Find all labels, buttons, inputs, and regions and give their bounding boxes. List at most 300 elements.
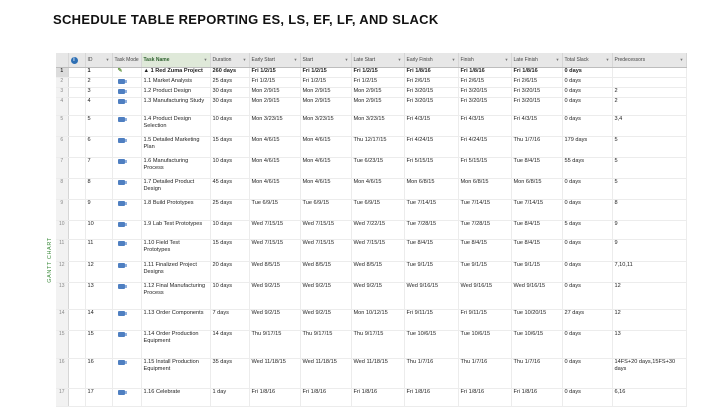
info-cell	[68, 179, 85, 200]
id-cell: 11	[85, 240, 112, 262]
total-slack-cell[interactable]: 0 days	[562, 78, 612, 88]
auto-schedule-icon	[118, 180, 125, 185]
id-cell: 15	[85, 331, 112, 359]
task-mode-cell	[112, 68, 141, 78]
late-start-cell[interactable]: Mon 4/6/15	[351, 179, 404, 200]
early-finish-cell[interactable]: Thu 1/7/16	[404, 359, 458, 389]
total-slack-cell[interactable]: 0 days	[562, 240, 612, 262]
predecessors-cell[interactable]: 9	[612, 221, 686, 240]
duration-cell[interactable]: 30 days	[210, 98, 249, 116]
early-start-cell[interactable]: Mon 2/9/15	[249, 88, 300, 98]
slide-title: SCHEDULE TABLE REPORTING ES, LS, EF, LF, AND SLACK	[53, 12, 439, 27]
early-start-cell[interactable]: Mon 3/23/15	[249, 116, 300, 137]
early-finish-cell[interactable]: Tue 7/14/15	[404, 200, 458, 221]
row-number-cell[interactable]: 14	[56, 310, 68, 331]
task-name-cell[interactable]	[141, 240, 210, 262]
early-start-cell[interactable]: Mon 4/6/15	[249, 179, 300, 200]
task-mode-cell	[112, 98, 141, 116]
early-finish-cell[interactable]: Fri 3/20/15	[404, 88, 458, 98]
start-cell[interactable]: Wed 11/18/15	[300, 359, 351, 389]
id-cell: 6	[85, 137, 112, 158]
finish-cell[interactable]: Fri 4/24/15	[458, 137, 511, 158]
predecessors-cell[interactable]: 7,10,11	[612, 262, 686, 283]
task-mode-cell	[112, 221, 141, 240]
task-name-cell[interactable]	[141, 262, 210, 283]
early-finish-cell[interactable]: Fri 3/20/15	[404, 98, 458, 116]
total-slack-cell[interactable]: 0 days	[562, 179, 612, 200]
late-finish-cell[interactable]: Tue 8/4/15	[511, 240, 562, 262]
total-slack-cell[interactable]: 0 days	[562, 116, 612, 137]
row-number-cell[interactable]: 9	[56, 200, 68, 221]
late-start-cell[interactable]: Thu 12/17/15	[351, 137, 404, 158]
early-start-cell[interactable]: Wed 9/2/15	[249, 310, 300, 331]
auto-schedule-icon	[118, 89, 125, 94]
late-finish-cell[interactable]: Fri 4/3/15	[511, 116, 562, 137]
early-start-cell[interactable]: Wed 8/5/15	[249, 262, 300, 283]
row-number-cell[interactable]: 2	[56, 78, 68, 88]
late-start-column-header[interactable]: Late Start ▼	[351, 53, 404, 68]
late-finish-cell[interactable]: Fri 1/8/16	[511, 68, 562, 78]
chevron-down-icon[interactable]: ▼	[451, 56, 456, 62]
id-cell: 3	[85, 88, 112, 98]
task-name-cell[interactable]	[141, 283, 210, 310]
early-start-cell[interactable]: Mon 4/6/15	[249, 137, 300, 158]
id-cell: 5	[85, 116, 112, 137]
start-cell[interactable]: Wed 9/2/15	[300, 310, 351, 331]
chevron-down-icon[interactable]: ▼	[679, 56, 684, 62]
task-mode-cell	[112, 179, 141, 200]
early-start-cell[interactable]: Wed 9/2/15	[249, 283, 300, 310]
early-finish-cell[interactable]: Fri 2/6/15	[404, 78, 458, 88]
task-name-text: 1.2 Product Design	[143, 88, 192, 94]
id-cell: 9	[85, 200, 112, 221]
id-cell: 13	[85, 283, 112, 310]
id-column-header[interactable]: ID ▼	[85, 53, 112, 68]
chevron-down-icon[interactable]: ▼	[105, 56, 110, 62]
predecessors-cell[interactable]: 5	[612, 158, 686, 179]
duration-cell[interactable]: 10 days	[210, 116, 249, 137]
total-slack-cell[interactable]: 0 days	[562, 331, 612, 359]
early-finish-cell[interactable]: Tue 8/4/15	[404, 240, 458, 262]
start-cell[interactable]: Wed 9/2/15	[300, 283, 351, 310]
row-number-cell[interactable]: 10	[56, 221, 68, 240]
task-name-text: 1.6 Manufacturing Process	[143, 158, 189, 171]
manual-schedule-pin-icon: ✎	[117, 68, 123, 74]
total-slack-cell[interactable]: 0 days	[562, 359, 612, 389]
auto-schedule-icon	[118, 284, 125, 289]
table-row[interactable]	[56, 158, 686, 179]
task-name-text: 1.12 Final Manufacturing Process	[143, 283, 206, 296]
late-finish-cell[interactable]: Tue 8/4/15	[511, 158, 562, 179]
table-row[interactable]	[56, 137, 686, 158]
chevron-down-icon[interactable]: ▼	[293, 56, 298, 62]
predecessors-cell[interactable]: 9	[612, 240, 686, 262]
late-start-cell[interactable]: Wed 11/18/15	[351, 359, 404, 389]
late-start-cell[interactable]: Wed 9/2/15	[351, 283, 404, 310]
late-start-cell[interactable]: Wed 7/22/15	[351, 221, 404, 240]
early-start-cell[interactable]: Mon 2/9/15	[249, 98, 300, 116]
table-row[interactable]	[56, 283, 686, 310]
total-slack-cell[interactable]: 0 days	[562, 68, 612, 78]
auto-schedule-icon	[118, 222, 125, 227]
finish-cell[interactable]: Thu 1/7/16	[458, 359, 511, 389]
predecessors-cell[interactable]: 13	[612, 331, 686, 359]
early-start-cell[interactable]: Mon 4/6/15	[249, 158, 300, 179]
task-name-cell[interactable]	[141, 116, 210, 137]
info-icon: i	[71, 57, 78, 64]
id-cell: 1	[85, 68, 112, 78]
info-cell	[68, 389, 85, 407]
auto-schedule-icon	[118, 311, 125, 316]
chevron-down-icon[interactable]: ▼	[203, 56, 208, 62]
late-start-cell[interactable]: Mon 3/23/15	[351, 116, 404, 137]
table-row[interactable]	[56, 359, 686, 389]
task-name-cell[interactable]	[141, 179, 210, 200]
late-start-cell[interactable]: Fri 1/2/15	[351, 78, 404, 88]
early-finish-cell[interactable]: Fri 1/8/16	[404, 68, 458, 78]
start-cell[interactable]: Mon 4/6/15	[300, 137, 351, 158]
total-slack-column-header[interactable]: Total Slack ▼	[562, 53, 612, 68]
late-finish-cell[interactable]: Fri 1/8/16	[511, 389, 562, 407]
gantt-chart-side-label: GANTT CHART	[47, 237, 53, 283]
early-finish-cell[interactable]: Tue 7/28/15	[404, 221, 458, 240]
task-name-cell[interactable]	[141, 331, 210, 359]
auto-schedule-icon	[118, 99, 125, 104]
finish-column-header[interactable]: Finish ▼	[458, 53, 511, 68]
predecessors-cell[interactable]: 12	[612, 310, 686, 331]
chevron-down-icon[interactable]: ▼	[504, 56, 509, 62]
early-finish-cell[interactable]: Mon 6/8/15	[404, 179, 458, 200]
finish-cell[interactable]: Tue 7/28/15	[458, 221, 511, 240]
late-start-cell[interactable]: Tue 6/23/15	[351, 158, 404, 179]
table-row[interactable]	[56, 221, 686, 240]
early-finish-cell[interactable]: Tue 9/1/15	[404, 262, 458, 283]
total-slack-cell[interactable]: 0 days	[562, 389, 612, 407]
task-name-cell[interactable]	[141, 221, 210, 240]
row-number-cell[interactable]: 4	[56, 98, 68, 116]
late-finish-cell[interactable]: Fri 3/20/15	[511, 98, 562, 116]
late-start-cell[interactable]: Fri 1/8/16	[351, 389, 404, 407]
row-number-cell[interactable]: 1	[56, 68, 68, 78]
duration-cell[interactable]: 35 days	[210, 359, 249, 389]
task-name-text: 1.14 Order Production Equipment	[143, 331, 199, 344]
predecessors-cell[interactable]	[612, 78, 686, 88]
row-number-cell[interactable]: 11	[56, 240, 68, 262]
early-start-column-header[interactable]: Early Start ▼	[249, 53, 300, 68]
info-cell	[68, 240, 85, 262]
id-cell: 4	[85, 98, 112, 116]
info-cell	[68, 78, 85, 88]
info-column-header[interactable]	[68, 53, 85, 68]
early-finish-cell[interactable]: Wed 9/16/15	[404, 283, 458, 310]
finish-cell[interactable]: Tue 9/1/15	[458, 262, 511, 283]
task-mode-cell	[112, 240, 141, 262]
auto-schedule-icon	[118, 79, 125, 84]
late-finish-cell[interactable]: Tue 10/20/15	[511, 310, 562, 331]
late-finish-column-header[interactable]: Late Finish ▼	[511, 53, 562, 68]
early-start-cell[interactable]: Fri 1/8/16	[249, 389, 300, 407]
finish-cell[interactable]: Tue 8/4/15	[458, 240, 511, 262]
predecessors-cell[interactable]: 12	[612, 283, 686, 310]
id-cell: 14	[85, 310, 112, 331]
finish-cell[interactable]: Fri 3/20/15	[458, 98, 511, 116]
task-mode-cell	[112, 359, 141, 389]
auto-schedule-icon	[118, 360, 125, 365]
table-row[interactable]	[56, 68, 686, 78]
early-finish-cell[interactable]: Fri 1/8/16	[404, 389, 458, 407]
start-cell[interactable]: Mon 4/6/15	[300, 158, 351, 179]
late-finish-cell[interactable]: Tue 10/6/15	[511, 331, 562, 359]
late-finish-cell[interactable]: Fri 2/6/15	[511, 78, 562, 88]
task-name-cell[interactable]	[141, 389, 210, 407]
early-finish-cell[interactable]: Fri 5/15/15	[404, 158, 458, 179]
task-name-cell[interactable]	[141, 200, 210, 221]
total-slack-cell[interactable]: 0 days	[562, 98, 612, 116]
duration-cell[interactable]: 25 days	[210, 200, 249, 221]
id-cell: 17	[85, 389, 112, 407]
task-name-cell[interactable]	[141, 310, 210, 331]
late-start-cell[interactable]: Mon 2/9/15	[351, 98, 404, 116]
task-mode-cell	[112, 158, 141, 179]
task-mode-cell	[112, 262, 141, 283]
predecessors-cell[interactable]: 8	[612, 200, 686, 221]
table-row[interactable]	[56, 179, 686, 200]
task-mode-cell	[112, 310, 141, 331]
start-cell[interactable]: Fri 1/2/15	[300, 68, 351, 78]
finish-cell[interactable]: Fri 2/6/15	[458, 78, 511, 88]
predecessors-cell[interactable]: 6,16	[612, 389, 686, 407]
late-finish-cell[interactable]: Thu 1/7/16	[511, 137, 562, 158]
chevron-down-icon[interactable]: ▼	[397, 56, 402, 62]
task-name-text: 1.5 Detailed Marketing Plan	[143, 137, 200, 150]
task-name-cell[interactable]	[141, 359, 210, 389]
finish-cell[interactable]: Fri 9/11/15	[458, 310, 511, 331]
task-name-text: 1.7 Detailed Product Design	[143, 179, 195, 192]
duration-cell[interactable]: 15 days	[210, 137, 249, 158]
task-name-cell[interactable]	[141, 78, 210, 88]
chevron-down-icon[interactable]: ▼	[605, 56, 610, 62]
row-number-cell[interactable]: 6	[56, 137, 68, 158]
finish-cell[interactable]: Fri 4/3/15	[458, 116, 511, 137]
early-finish-cell[interactable]: Fri 9/11/15	[404, 310, 458, 331]
id-cell: 12	[85, 262, 112, 283]
duration-cell[interactable]: 1 day	[210, 389, 249, 407]
late-finish-cell[interactable]: Tue 9/1/15	[511, 262, 562, 283]
task-name-text: 1.16 Celebrate	[143, 389, 181, 395]
duration-cell[interactable]: 260 days	[210, 68, 249, 78]
duration-cell[interactable]: 10 days	[210, 283, 249, 310]
id-cell: 16	[85, 359, 112, 389]
total-slack-cell[interactable]: 0 days	[562, 88, 612, 98]
row-number-header[interactable]	[56, 53, 68, 68]
duration-cell[interactable]: 10 days	[210, 221, 249, 240]
predecessors-cell[interactable]	[612, 68, 686, 78]
row-number-cell[interactable]: 16	[56, 359, 68, 389]
table-header-row	[56, 53, 686, 68]
finish-cell[interactable]: Fri 1/8/16	[458, 68, 511, 78]
duration-cell[interactable]: 14 days	[210, 331, 249, 359]
info-cell	[68, 359, 85, 389]
finish-cell[interactable]: Fri 5/15/15	[458, 158, 511, 179]
table-row[interactable]	[56, 98, 686, 116]
id-cell: 8	[85, 179, 112, 200]
row-number-cell[interactable]: 5	[56, 116, 68, 137]
early-finish-cell[interactable]: Tue 10/6/15	[404, 331, 458, 359]
start-column-header[interactable]: Start ▼	[300, 53, 351, 68]
task-name-text: 1.4 Product Design Selection	[143, 116, 192, 129]
table-row[interactable]	[56, 78, 686, 88]
total-slack-cell[interactable]: 179 days	[562, 137, 612, 158]
total-slack-cell[interactable]: 0 days	[562, 200, 612, 221]
early-finish-cell[interactable]: Fri 4/24/15	[404, 137, 458, 158]
finish-cell[interactable]: Fri 3/20/15	[458, 88, 511, 98]
info-cell	[68, 283, 85, 310]
finish-cell[interactable]: Tue 10/6/15	[458, 331, 511, 359]
auto-schedule-icon	[118, 390, 125, 395]
late-finish-cell[interactable]: Thu 1/7/16	[511, 359, 562, 389]
predecessors-column-header[interactable]: Predecessors ▼	[612, 53, 686, 68]
total-slack-cell[interactable]: 27 days	[562, 310, 612, 331]
late-start-cell[interactable]: Mon 2/9/15	[351, 88, 404, 98]
task-name-text: ▲ 1 Red Zuma Project	[143, 68, 203, 74]
table-row[interactable]	[56, 240, 686, 262]
predecessors-cell[interactable]: 5	[612, 137, 686, 158]
predecessors-cell[interactable]: 2	[612, 88, 686, 98]
late-start-cell[interactable]: Wed 8/5/15	[351, 262, 404, 283]
duration-column-header[interactable]: Duration ▼	[210, 53, 249, 68]
info-cell	[68, 137, 85, 158]
table-row[interactable]	[56, 262, 686, 283]
chevron-down-icon[interactable]: ▼	[344, 56, 349, 62]
task-name-cell[interactable]	[141, 98, 210, 116]
duration-cell[interactable]: 45 days	[210, 179, 249, 200]
predecessors-cell[interactable]: 14FS+20 days,15FS+30 days	[612, 359, 686, 389]
late-finish-cell[interactable]: Fri 3/20/15	[511, 88, 562, 98]
duration-cell[interactable]: 30 days	[210, 88, 249, 98]
info-cell	[68, 200, 85, 221]
late-finish-cell[interactable]: Tue 7/14/15	[511, 200, 562, 221]
start-cell[interactable]: Mon 3/23/15	[300, 116, 351, 137]
task-name-cell[interactable]	[141, 137, 210, 158]
early-start-cell[interactable]: Fri 1/2/15	[249, 78, 300, 88]
early-finish-column-header[interactable]: Early Finish ▼	[404, 53, 458, 68]
row-number-cell[interactable]: 3	[56, 88, 68, 98]
duration-cell[interactable]: 10 days	[210, 158, 249, 179]
total-slack-cell[interactable]: 55 days	[562, 158, 612, 179]
early-finish-cell[interactable]: Fri 4/3/15	[404, 116, 458, 137]
start-cell[interactable]: Fri 1/8/16	[300, 389, 351, 407]
early-start-cell[interactable]: Fri 1/2/15	[249, 68, 300, 78]
late-start-cell[interactable]: Tue 6/9/15	[351, 200, 404, 221]
table-row[interactable]	[56, 200, 686, 221]
early-start-cell[interactable]: Wed 7/15/15	[249, 221, 300, 240]
start-cell[interactable]: Mon 2/9/15	[300, 98, 351, 116]
table-row[interactable]	[56, 88, 686, 98]
info-cell	[68, 262, 85, 283]
table-row[interactable]	[56, 389, 686, 407]
chevron-down-icon[interactable]: ▼	[242, 56, 247, 62]
total-slack-cell[interactable]: 5 days	[562, 221, 612, 240]
late-finish-cell[interactable]: Wed 9/16/15	[511, 283, 562, 310]
duration-cell[interactable]: 7 days	[210, 310, 249, 331]
late-start-cell[interactable]: Mon 10/12/15	[351, 310, 404, 331]
task-name-text: 1.1 Market Analysis	[143, 78, 192, 84]
task-mode-column-header[interactable]: Task Mode	[112, 53, 141, 68]
table-row[interactable]	[56, 310, 686, 331]
chevron-down-icon[interactable]: ▼	[555, 56, 560, 62]
late-finish-cell[interactable]: Mon 6/8/15	[511, 179, 562, 200]
finish-cell[interactable]: Mon 6/8/15	[458, 179, 511, 200]
start-cell[interactable]: Mon 2/9/15	[300, 88, 351, 98]
table-row[interactable]	[56, 331, 686, 359]
late-start-cell[interactable]: Fri 1/2/15	[351, 68, 404, 78]
start-cell[interactable]: Wed 7/15/15	[300, 221, 351, 240]
auto-schedule-icon	[118, 117, 125, 122]
start-cell[interactable]: Mon 4/6/15	[300, 179, 351, 200]
duration-cell[interactable]: 25 days	[210, 78, 249, 88]
task-mode-cell	[112, 283, 141, 310]
task-name-text: 1.11 Finalized Project Designs	[143, 262, 197, 275]
row-number-cell[interactable]: 15	[56, 331, 68, 359]
predecessors-cell[interactable]: 2	[612, 98, 686, 116]
info-cell	[68, 310, 85, 331]
start-cell[interactable]: Wed 7/15/15	[300, 240, 351, 262]
auto-schedule-icon	[118, 201, 125, 206]
table-row[interactable]	[56, 116, 686, 137]
duration-cell[interactable]: 20 days	[210, 262, 249, 283]
early-start-cell[interactable]: Tue 6/9/15	[249, 200, 300, 221]
row-number-cell[interactable]: 17	[56, 389, 68, 407]
early-start-cell[interactable]: Thu 9/17/15	[249, 331, 300, 359]
task-name-text: 1.13 Order Components	[143, 310, 204, 316]
start-cell[interactable]: Wed 8/5/15	[300, 262, 351, 283]
late-start-cell[interactable]: Thu 9/17/15	[351, 331, 404, 359]
finish-cell[interactable]: Fri 1/8/16	[458, 389, 511, 407]
task-mode-cell	[112, 389, 141, 407]
task-mode-cell	[112, 88, 141, 98]
late-finish-cell[interactable]: Tue 8/4/15	[511, 221, 562, 240]
row-number-cell[interactable]: 13	[56, 283, 68, 310]
early-start-cell[interactable]: Wed 7/15/15	[249, 240, 300, 262]
start-cell[interactable]: Fri 1/2/15	[300, 78, 351, 88]
start-cell[interactable]: Tue 6/9/15	[300, 200, 351, 221]
task-name-cell[interactable]	[141, 68, 210, 78]
row-number-cell[interactable]: 12	[56, 262, 68, 283]
finish-cell[interactable]: Tue 7/14/15	[458, 200, 511, 221]
task-name-column-header[interactable]: Task Name ▼	[141, 53, 210, 68]
task-mode-cell	[112, 116, 141, 137]
predecessors-cell[interactable]: 5	[612, 179, 686, 200]
finish-cell[interactable]: Wed 9/16/15	[458, 283, 511, 310]
row-number-cell[interactable]: 7	[56, 158, 68, 179]
task-name-cell[interactable]	[141, 88, 210, 98]
task-name-text: 1.3 Manufacturing Study	[143, 98, 205, 104]
task-mode-cell	[112, 137, 141, 158]
duration-cell[interactable]: 15 days	[210, 240, 249, 262]
early-start-cell[interactable]: Wed 11/18/15	[249, 359, 300, 389]
info-cell	[68, 88, 85, 98]
total-slack-cell[interactable]: 0 days	[562, 262, 612, 283]
start-cell[interactable]: Thu 9/17/15	[300, 331, 351, 359]
total-slack-cell[interactable]: 0 days	[562, 283, 612, 310]
row-number-cell[interactable]: 8	[56, 179, 68, 200]
task-name-cell[interactable]	[141, 158, 210, 179]
schedule-table	[56, 53, 687, 407]
task-mode-cell	[112, 200, 141, 221]
task-mode-cell	[112, 331, 141, 359]
predecessors-cell[interactable]: 3,4	[612, 116, 686, 137]
late-start-cell[interactable]: Wed 7/15/15	[351, 240, 404, 262]
